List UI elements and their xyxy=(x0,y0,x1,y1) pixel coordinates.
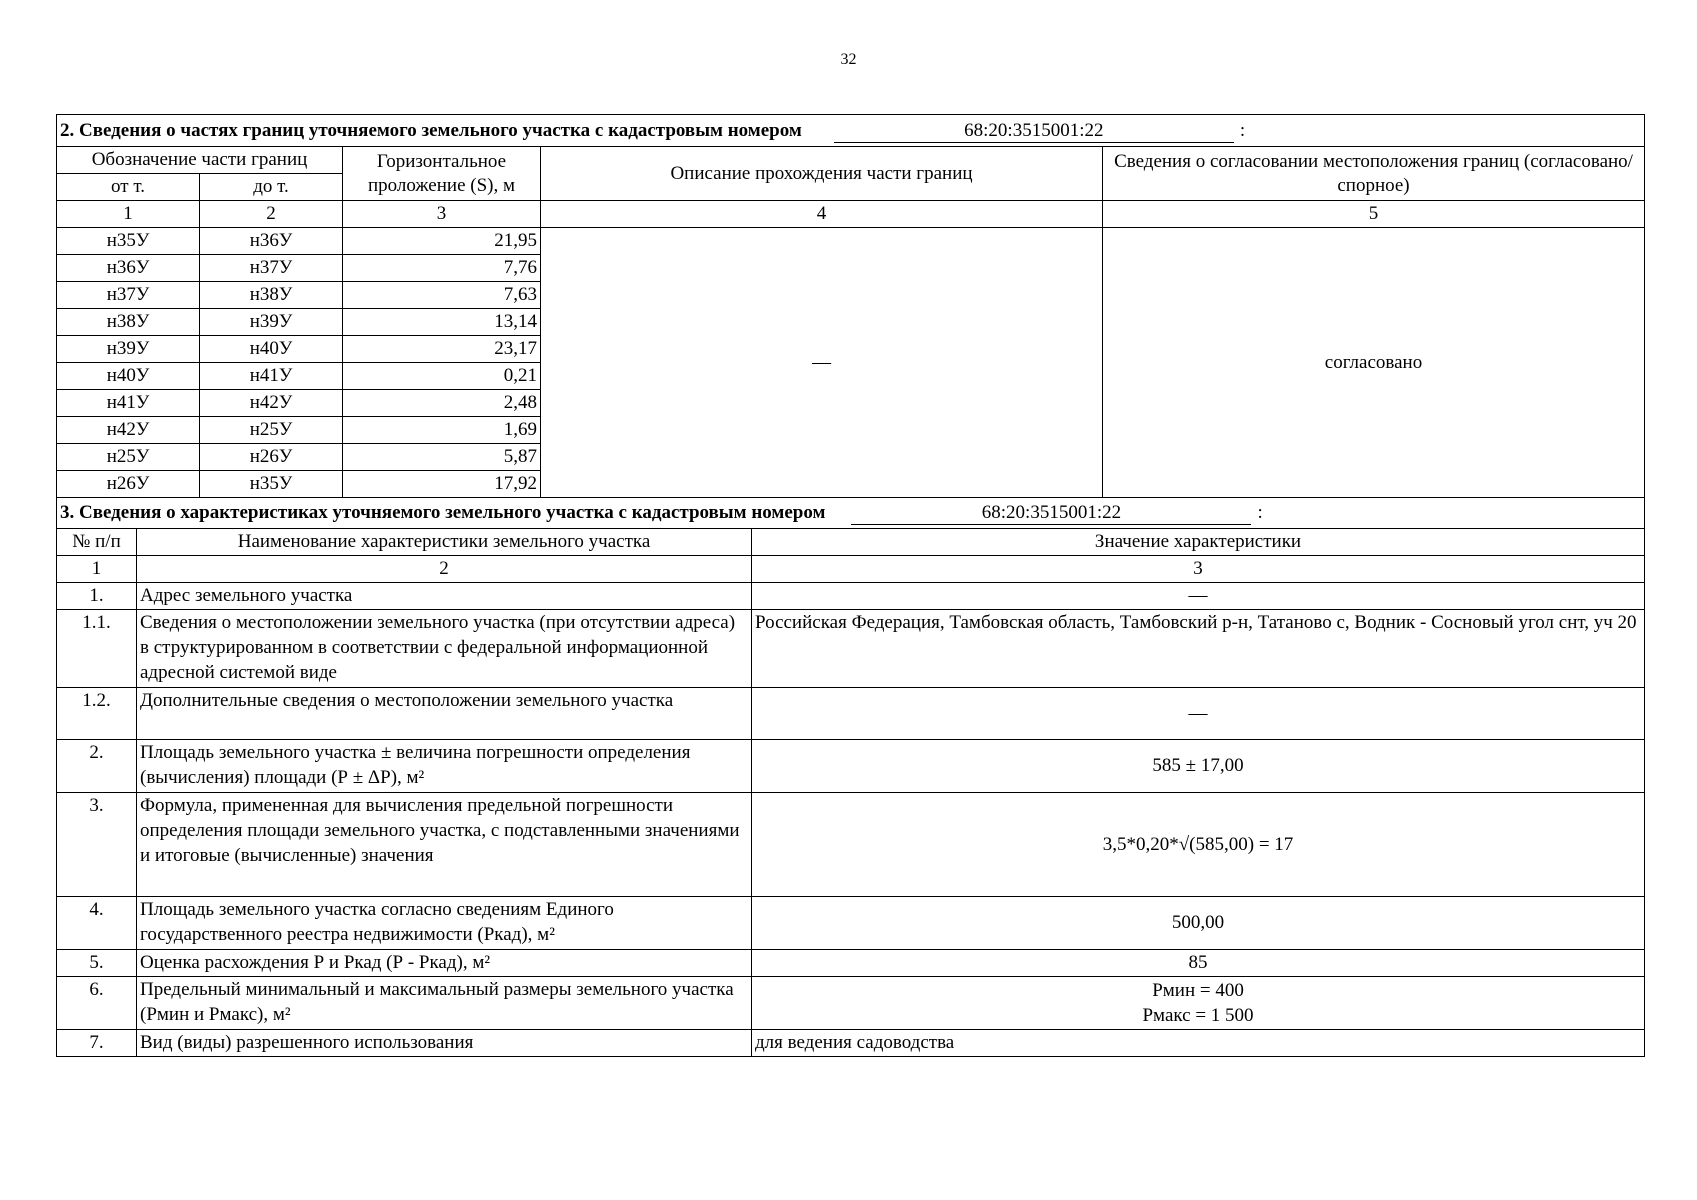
table-row: 5. Оценка расхождения Р и Ркад (Р - Ркад), м² 85 xyxy=(57,950,1645,977)
col-number: 3 xyxy=(343,201,541,228)
header-agreement: Сведения о согласовании местоположения границ (согласовано/спорное) xyxy=(1103,147,1645,201)
table-row: н37У н38У 7,63 xyxy=(57,282,1645,309)
section2-column-numbers xyxy=(57,201,1645,228)
header-boundary-part: Обозначение части границ xyxy=(57,147,343,174)
col-number: 5 xyxy=(1103,201,1645,228)
table-row: н26У н35У 17,92 xyxy=(57,471,1645,498)
table-row: н42У н25У 1,69 xyxy=(57,417,1645,444)
section2-title-row xyxy=(57,115,1645,147)
header-value: Значение характеристики xyxy=(752,529,1645,556)
table-row: 1. Адрес земельного участка — xyxy=(57,583,1645,610)
header-to: до т. xyxy=(200,174,343,201)
col-number: 1 xyxy=(57,201,200,228)
table-row: 1.2. Дополнительные сведения о местоположении земельного участка — xyxy=(57,688,1645,740)
header-horizontal: Горизонтальное проложение (S), м xyxy=(343,147,541,201)
cadastral-sheet-table xyxy=(56,114,1645,1057)
table-row: н35У н36У 21,95 — согласовано xyxy=(57,228,1645,255)
table-row: н39У н40У 23,17 xyxy=(57,336,1645,363)
page-number: 32 xyxy=(840,51,857,68)
p-max-value: Рмакс = 1 500 xyxy=(1142,1005,1254,1026)
section3-title-row xyxy=(57,498,1645,529)
table-row: н36У н37У 7,76 xyxy=(57,255,1645,282)
description-value: — xyxy=(541,228,1103,498)
table-row: 2. Площадь земельного участка ± величина погрешности определения (вычисления) площади (Р ± ΔР), м² 585 ± 17,00 xyxy=(57,740,1645,793)
table-row: н41У н42У 2,48 xyxy=(57,390,1645,417)
col-number: 4 xyxy=(541,201,1103,228)
section3-column-numbers xyxy=(57,556,1645,583)
table-row: 3. Формула, примененная для вычисления предельной погрешности определения площади земельного участка, с подставленными значениями и итоговые (вычисленные) значения 3,5*0,20*√(585,00) = 17 xyxy=(57,793,1645,897)
table-row: н25У н26У 5,87 xyxy=(57,444,1645,471)
section3-title: 3. Сведения о характеристиках уточняемого земельного участка с кадастровым номером 68:20:3515001:22 : xyxy=(57,498,1645,529)
header-num: № п/п xyxy=(57,529,137,556)
table-row: 7. Вид (виды) разрешенного использования для ведения садоводства xyxy=(57,1030,1645,1057)
header-from: от т. xyxy=(57,174,200,201)
col-number: 3 xyxy=(752,556,1645,583)
col-number: 2 xyxy=(137,556,752,583)
agreement-value: согласовано xyxy=(1103,228,1645,498)
col-number: 1 xyxy=(57,556,137,583)
table-row: н40У н41У 0,21 xyxy=(57,363,1645,390)
header-description: Описание прохождения части границ xyxy=(541,147,1103,201)
header-name: Наименование характеристики земельного участка xyxy=(137,529,752,556)
section2-cadastral-number: 68:20:3515001:22 xyxy=(834,119,1234,143)
section2-header-row-1 xyxy=(57,147,1645,174)
section2-title: 2. Сведения о частях границ уточняемого земельного участка с кадастровым номером 68:20:3515001:22 : xyxy=(57,115,1645,147)
col-number: 2 xyxy=(200,201,343,228)
table-row: 6. Предельный минимальный и максимальный размеры земельного участка (Рмин и Рмакс), м² Рмин = 400 Рмакс = 1 500 xyxy=(57,977,1645,1030)
table-row: 1.1. Сведения о местоположении земельного участка (при отсутствии адреса) в структурированном в соответствии с федеральной информационной адресной системой виде Российская Федерация, Тамбовская область, Тамбовский р-н, Татаново с, Водник - Сосновый угол снт, уч 20 xyxy=(57,610,1645,688)
section3-header-row xyxy=(57,529,1645,556)
p-min-value: Рмин = 400 xyxy=(1152,980,1244,1001)
table-row: 4. Площадь земельного участка согласно сведениям Единого государственного реестра недвижимости (Ркад), м² 500,00 xyxy=(57,897,1645,950)
table-row: н38У н39У 13,14 xyxy=(57,309,1645,336)
section3-cadastral-number: 68:20:3515001:22 xyxy=(851,501,1251,525)
